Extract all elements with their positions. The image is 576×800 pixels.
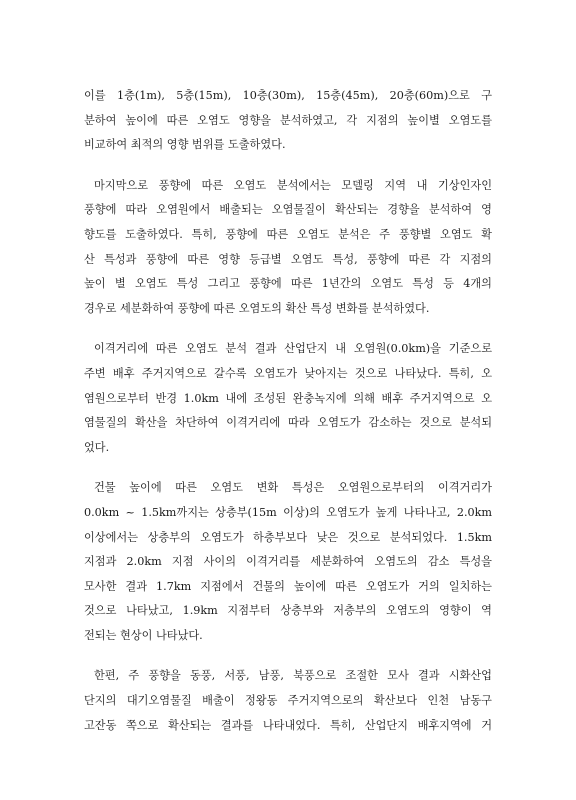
text-line: 이를 1층(1m), 5층(15m), 10층(30m), 15층(45m), 20층(60m)으로 구 xyxy=(84,89,492,102)
text-line: 모사한 결과 1.7km 지점에서 건물의 높이에 따른 오염도가 거의 일치하는 xyxy=(84,579,492,593)
text-line: 지점과 2.0km 지점 사이의 이격거리를 세분화하여 오염도의 감소 특성을 xyxy=(84,555,492,569)
text-line: 풍향에 따라 오염원에서 배출되는 오염물질이 확산되는 경향을 분석하여 영 xyxy=(84,203,492,217)
text-line: 단지의 대기오염물질 배출이 정왕동 주거지역으로의 확산보다 인천 남동구 xyxy=(84,694,492,708)
text-line: 한편, 주 풍향을 동풍, 서풍, 남풍, 북풍으로 조절한 모사 결과 시화산업 xyxy=(94,669,492,683)
text-line: 고잔동 쪽으로 확산되는 결과를 나타내었다. 특히, 산업단지 배후지역에 거 xyxy=(84,718,492,732)
text-line: 경우로 세분화하여 풍향에 따른 오염도의 확산 특성 변화를 분석하였다. xyxy=(84,301,430,315)
paragraph-wind-direction-method xyxy=(84,174,492,322)
text-line: 산 특성과 풍향에 따른 영향 등급별 오염도 특성, 풍향에 따른 각 지점의 xyxy=(84,252,492,266)
text-line: 높이 별 오염도 특성 그리고 풍향에 따른 1년간의 오염도 특성 등 4개의 xyxy=(84,277,492,291)
text-line: 것으로 나타났고, 1.9km 지점부터 상층부와 저층부의 오염도의 영향이 역 xyxy=(84,604,492,618)
text-line: 전되는 현상이 나타났다. xyxy=(84,628,203,642)
paragraph-building-height-result xyxy=(84,476,492,648)
paragraph-height-analysis xyxy=(84,84,492,158)
text-line: 주변 배후 주거지역으로 갈수록 오염도가 낮아지는 것으로 나타났다. 특히, 오 xyxy=(84,366,492,380)
text-line: 건물 높이에 따른 오염도 변화 특성은 오염원으로부터의 이격거리가 xyxy=(94,481,492,495)
text-line: 이상에서는 상층부의 오염도가 하층부보다 낮은 것으로 분석되었다. 1.5km xyxy=(84,530,492,544)
text-line: 비교하여 최적의 영향 범위를 도출하였다. xyxy=(84,138,286,152)
text-line: 0.0km ~ 1.5km까지는 상층부(15m 이상)의 오염도가 높게 나타나고, 2.0km xyxy=(84,505,492,519)
text-line: 마지막으로 풍향에 따른 오염도 분석에서는 모델링 지역 내 기상인자인 xyxy=(94,178,492,192)
paragraph-wind-direction-result xyxy=(84,664,492,738)
text-line: 염원으로부터 반경 1.0km 내에 조성된 완충녹지에 의해 배후 주거지역으로 오 xyxy=(84,391,492,405)
text-line: 향도를 도출하였다. 특히, 풍향에 따른 오염도 분석은 주 풍향별 오염도 확 xyxy=(84,227,492,241)
text-line: 분하여 높이에 따른 오염도 영향을 분석하였고, 각 지점의 높이별 오염도를 xyxy=(84,113,492,127)
text-line: 염물질의 확산을 차단하여 이격거리에 따라 오염도가 감소하는 것으로 분석되 xyxy=(84,416,492,430)
text-line: 이격거리에 따른 오염도 분석 결과 산업단지 내 오염원(0.0km)을 기준으로 xyxy=(94,342,492,356)
text-line: 었다. xyxy=(84,440,110,454)
paragraph-distance-result xyxy=(84,337,492,460)
